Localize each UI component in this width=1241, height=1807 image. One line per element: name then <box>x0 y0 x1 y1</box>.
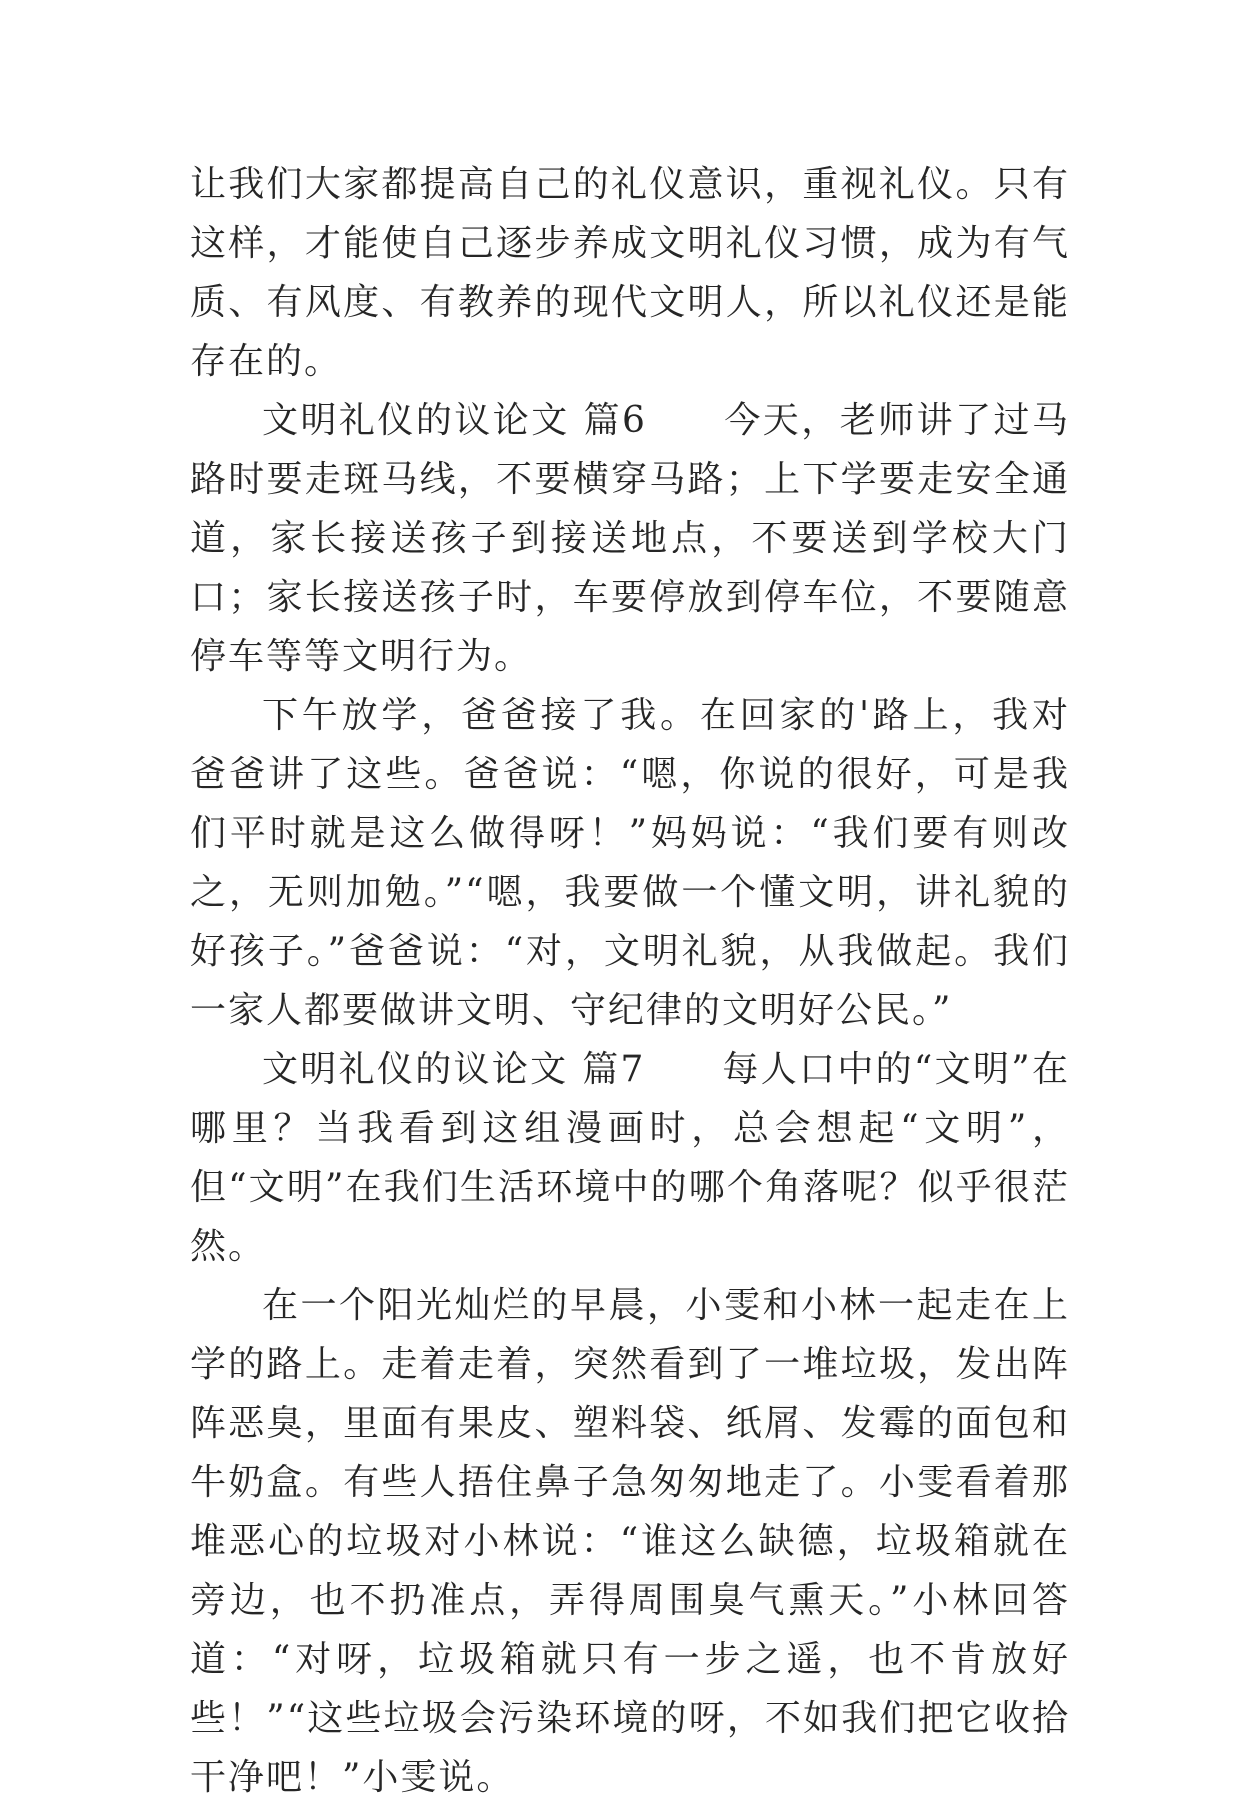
paragraph: 文明礼仪的议论文 篇6 今天，老师讲了过马路时要走斑马线，不要横穿马路；上下学要走安全通道，家长接送孩子到接送地点，不要送到学校大门口；家长接送孩子时，车要停放到停车位，不要随意停车等等文明行为。 <box>190 400 1070 677</box>
paragraph: 文明礼仪的议论文 篇7 每人口中的“文明”在哪里？当我看到这组漫画时，总会想起“文明”，但“文明”在我们生活环境中的哪个角落呢？似乎很茫然。 <box>190 1049 1070 1267</box>
paragraph: 在一个阳光灿烂的早晨，小雯和小林一起走在上学的路上。走着走着，突然看到了一堆垃圾，发出阵阵恶臭，里面有果皮、塑料袋、纸屑、发霉的面包和牛奶盒。有些人捂住鼻子急匆匆地走了。小雯看着那堆恶心的垃圾对小林说：“谁这么缺德，垃圾箱就在旁边，也不扔准点，弄得周围臭气熏天。”小林回答道：“对呀，垃圾箱就只有一步之遥，也不肯放好些！”“这些垃圾会污染环境的呀，不如我们把它收拾干净吧！”小雯说。 <box>190 1285 1070 1798</box>
paragraph: 让我们大家都提高自己的礼仪意识，重视礼仪。只有这样，才能使自己逐步养成文明礼仪习惯，成为有气质、有风度、有教养的现代文明人，所以礼仪还是能存在的。 <box>190 164 1070 382</box>
paragraph: 下午放学，爸爸接了我。在回家的'路上，我对爸爸讲了这些。爸爸说：“嗯，你说的很好，可是我们平时就是这么做得呀！”妈妈说：“我们要有则改之，无则加勉。”“嗯，我要做一个懂文明，讲礼貌的好孩子。”爸爸说：“对，文明礼貌，从我做起。我们一家人都要做讲文明、守纪律的文明好公民。” <box>190 695 1070 1031</box>
document-body <box>190 155 1070 1807</box>
